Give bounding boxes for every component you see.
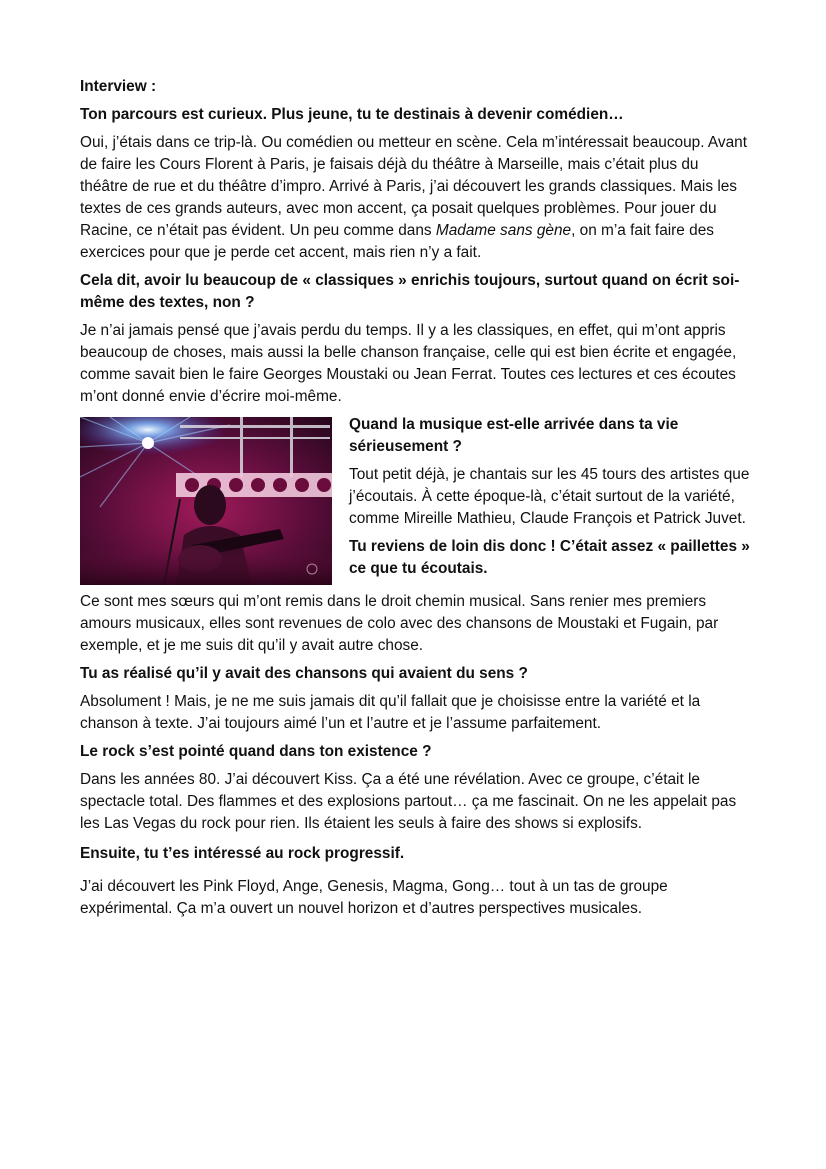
photo-text-block <box>80 414 750 585</box>
answer-1-text-b: , on m’a fait faire des exercices pour que je perde cet accent, mais rien n’y a fait. <box>80 222 714 261</box>
answer-3: Tout petit déjà, je chantais sur les 45 tours des artistes que j’écoutais. À cette époque-là, c’était surtout de la variété, comme Mireille Mathieu, Claude François et Patrick Juvet. <box>349 466 750 527</box>
answer-2: Je n’ai jamais pensé que j’avais perdu du temps. Il y a les classiques, en effet, qui m’ont appris beaucoup de choses, mais aussi la belle chanson française, celle qui est bien écrite et engagée, comme savait bien le faire Georges Moustaki ou Jean Ferrat. Toutes ces lectures et ces écoutes m’ont donné envie d’écrire moi-même. <box>80 322 737 405</box>
question-6: Le rock s’est pointé quand dans ton existence ? <box>80 743 432 760</box>
answer-1-title-italic: Madame sans gène <box>435 222 572 239</box>
question-4: Tu reviens de loin dis donc ! C’était assez « paillettes » ce que tu écoutais. <box>349 538 750 577</box>
answer-4: Ce sont mes sœurs qui m’ont remis dans le droit chemin musical. Sans renier mes premiers amours musicaux, elles sont revenues de colo avec des chansons de Moustaki et Fugain, par exemple, et je me suis dit qu’il y avait autre chose. <box>80 593 719 654</box>
question-7: Ensuite, tu t’es intéressé au rock progressif. <box>80 845 405 862</box>
interview-page <box>80 76 750 926</box>
interview-label: Interview : <box>80 78 157 95</box>
question-3: Quand la musique est-elle arrivée dans ta vie sérieusement ? <box>349 416 679 455</box>
question-5: Tu as réalisé qu’il y avait des chansons qui avaient du sens ? <box>80 665 528 682</box>
answer-1-text-a: Oui, j’étais dans ce trip-là. Ou comédien ou metteur en scène. Cela m’intéressait beaucoup. Avant de faire les Cours Florent à Paris, je faisais déjà du théâtre à Marseille, mais c’était plus du théâtre de rue et du théâtre d’impro. Arrivé à Paris, j’ai découvert les grands classiques. Mais les textes de ces grands auteurs, avec mon accent, ça posait quelques problèmes. Pour jouer du Racine, ce n’était pas évident. Un peu comme dans <box>80 134 748 239</box>
concert-photo <box>80 417 332 585</box>
concert-photo-image <box>80 417 332 585</box>
question-2: Cela dit, avoir lu beaucoup de « classiques » enrichis toujours, surtout quand on écrit soi-même des textes, non ? <box>80 272 740 311</box>
answer-5: Absolument ! Mais, je ne me suis jamais dit qu’il fallait que je choisisse entre la variété et la chanson à texte. J’ai toujours aimé l’un et l’autre et je l’assume parfaitement. <box>80 693 701 732</box>
photo-side-text <box>349 414 750 580</box>
answer-1 <box>80 132 750 264</box>
answer-6: Dans les années 80. J’ai découvert Kiss. Ça a été une révélation. Avec ce groupe, c’était le spectacle total. Des flammes et des explosions partout… ça me fascinait. On ne les appelait pas les Las Vegas du rock pour rien. Ils étaient les seuls à faire des shows si explosifs. <box>80 771 737 832</box>
answer-7: J’ai découvert les Pink Floyd, Ange, Genesis, Magma, Gong… tout à un tas de groupe expérimental. Ça m’a ouvert un nouvel horizon et d’autres perspectives musicales. <box>80 878 668 917</box>
question-1: Ton parcours est curieux. Plus jeune, tu te destinais à devenir comédien… <box>80 106 624 123</box>
